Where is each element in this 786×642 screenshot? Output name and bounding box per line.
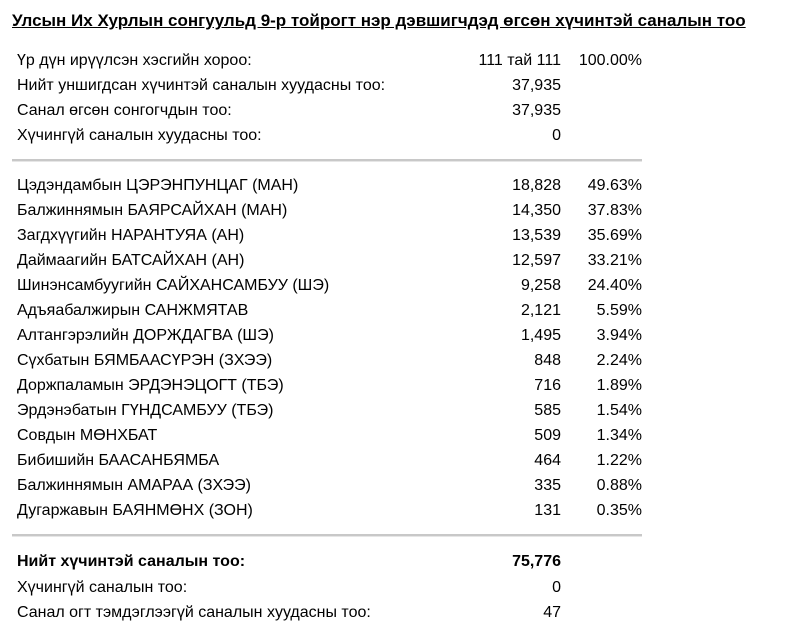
candidate-name: Эрдэнэбатын ГҮНДСАМБУУ (ТБЭ): [17, 402, 274, 419]
separator-row: [12, 523, 642, 548]
footer-value: 0: [552, 579, 561, 596]
candidate-name: Балжиннямын БАЯРСАЙХАН (МАН): [17, 202, 288, 219]
candidate-name: Балжиннямын АМАРАА (ЗХЭЭ): [17, 477, 251, 494]
candidate-name: Загдхүүгийн НАРАНТУЯА (АН): [17, 227, 245, 244]
candidate-votes: 585: [534, 402, 561, 419]
candidate-name: Бибишийн БААСАНБЯМБА: [17, 452, 220, 469]
candidate-name: Совдын МӨНХБАТ: [17, 427, 158, 444]
summary-percent: [561, 98, 642, 123]
candidate-percent: 37.83%: [587, 202, 642, 219]
summary-row: [12, 48, 642, 73]
candidate-row: [12, 473, 642, 498]
summary-value: 37,935: [512, 102, 561, 119]
footer-label: Санал огт тэмдэглээгүй саналын хуудасны тоо:: [17, 604, 371, 621]
summary-label: Санал өгсөн сонгогчдын тоо:: [17, 102, 232, 119]
candidate-percent: 0.35%: [596, 502, 642, 519]
candidate-percent: 35.69%: [587, 227, 642, 244]
candidate-name: Даймаагийн БАТСАЙХАН (АН): [17, 252, 245, 269]
candidate-votes: 2,121: [520, 302, 561, 319]
candidate-votes: 335: [534, 477, 561, 494]
candidate-row: [12, 273, 642, 298]
candidate-votes: 1,495: [520, 327, 561, 344]
divider-line: [12, 159, 642, 162]
candidate-row: [12, 498, 642, 523]
total-percent-empty: [561, 548, 642, 575]
summary-row: [12, 73, 642, 98]
candidate-row: [12, 198, 642, 223]
summary-label: Үр дүн ирүүлсэн хэсгийн хороо:: [17, 52, 252, 69]
candidate-percent: 1.89%: [596, 377, 642, 394]
candidate-votes: 18,828: [512, 177, 561, 194]
summary-value: 0: [552, 127, 561, 144]
footer-percent-empty: [561, 600, 642, 625]
footer-value: 47: [543, 604, 561, 621]
candidate-votes: 131: [534, 502, 561, 519]
divider-line: [12, 534, 642, 537]
candidate-votes: 464: [534, 452, 561, 469]
candidate-percent: 24.40%: [587, 277, 642, 294]
summary-percent: [561, 123, 642, 148]
candidate-row: [12, 348, 642, 373]
separator-row: [12, 148, 642, 173]
candidate-percent: 5.59%: [596, 302, 642, 319]
candidate-name: Цэдэндамбын ЦЭРЭНПУНЦАГ (МАН): [17, 177, 299, 194]
candidate-row: [12, 248, 642, 273]
candidate-votes: 14,350: [512, 202, 561, 219]
candidate-percent: 2.24%: [596, 352, 642, 369]
candidate-percent: 1.54%: [596, 402, 642, 419]
candidate-row: [12, 323, 642, 348]
candidate-votes: 13,539: [512, 227, 561, 244]
candidate-name: Доржпаламын ЭРДЭНЭЦОГТ (ТБЭ): [17, 377, 284, 394]
candidate-percent: 33.21%: [587, 252, 642, 269]
candidate-row: [12, 298, 642, 323]
divider: [12, 148, 642, 173]
candidate-name: Дугаржавын БАЯНМӨНХ (ЗОН): [17, 502, 253, 519]
footer-row: [12, 600, 642, 625]
summary-percent: 100.00%: [578, 52, 642, 69]
candidate-votes: 848: [534, 352, 561, 369]
footer-percent-empty: [561, 575, 642, 600]
summary-percent: [561, 73, 642, 98]
candidate-name: Сүхбатын БЯМБААСҮРЭН (ЗХЭЭ): [17, 352, 273, 369]
candidate-row: [12, 173, 642, 198]
candidate-row: [12, 373, 642, 398]
candidate-votes: 509: [534, 427, 561, 444]
divider: [12, 523, 642, 548]
candidate-votes: 9,258: [520, 277, 561, 294]
candidate-row: [12, 223, 642, 248]
candidate-percent: 1.34%: [596, 427, 642, 444]
candidate-percent: 1.22%: [596, 452, 642, 469]
total-votes: 75,776: [512, 553, 561, 570]
results-table: [12, 48, 642, 625]
candidate-row: [12, 448, 642, 473]
summary-label: Нийт уншигдсан хүчинтэй саналын хуудасны тоо:: [17, 77, 386, 94]
candidate-votes: 12,597: [512, 252, 561, 269]
candidate-row: [12, 398, 642, 423]
summary-row: [12, 123, 642, 148]
candidate-percent: 49.63%: [587, 177, 642, 194]
summary-row: [12, 98, 642, 123]
candidate-name: Шинэнсамбуугийн САЙХАНСАМБУУ (ШЭ): [17, 277, 330, 294]
summary-label: Хүчингүй саналын хуудасны тоо:: [17, 127, 262, 144]
footer-label: Хүчингүй саналын тоо:: [17, 579, 188, 596]
candidate-name: Адъяабалжирын САНЖМЯТАВ: [17, 302, 249, 319]
candidate-votes: 716: [534, 377, 561, 394]
candidate-percent: 3.94%: [596, 327, 642, 344]
candidate-name: Алтангэрэлийн ДОРЖДАГВА (ШЭ): [17, 327, 274, 344]
summary-value: 37,935: [512, 77, 561, 94]
page-title: Улсын Их Хурлын сонгуульд 9-р тойрогт нэр дэвшигчдэд өгсөн хүчинтэй саналын тоо: [12, 11, 746, 30]
total-row: [12, 548, 642, 575]
candidate-row: [12, 423, 642, 448]
candidate-percent: 0.88%: [596, 477, 642, 494]
summary-value: 111 тай 111: [478, 52, 561, 69]
total-label: Нийт хүчинтэй саналын тоо:: [17, 553, 246, 570]
footer-row: [12, 575, 642, 600]
